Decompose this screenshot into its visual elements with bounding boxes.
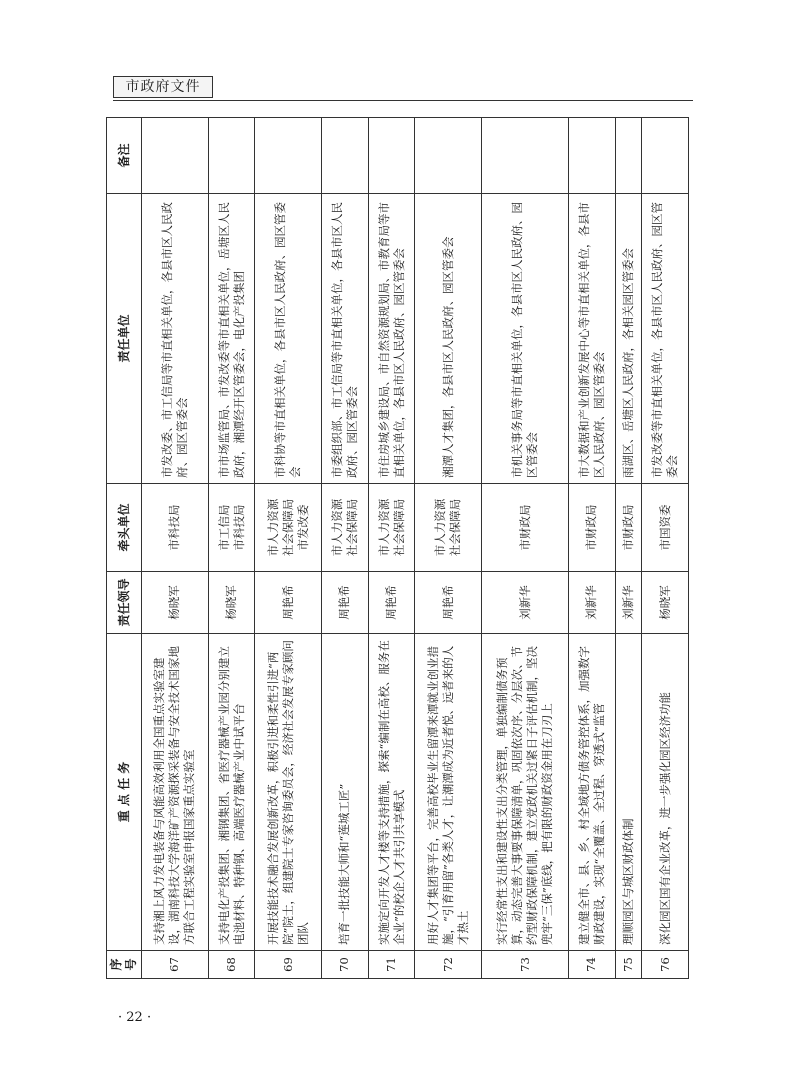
table-row: [615, 118, 642, 979]
table-row: [368, 118, 415, 979]
task-table: [106, 117, 689, 979]
row-leader: 刘新华: [615, 572, 642, 634]
row-number: 71: [368, 951, 415, 979]
row-task: 培育一批技能大师和“莲城工匠”: [322, 634, 369, 951]
row-number: 68: [208, 951, 255, 979]
table-row: [568, 118, 615, 979]
row-number: 72: [415, 951, 482, 979]
table-row: [642, 118, 689, 979]
row-leader: 杨晓军: [142, 572, 209, 634]
column-header-note: 备注: [107, 118, 142, 194]
row-units: 市科协等市直相关单位，各县市区人民政府、园区管委会: [255, 194, 322, 484]
table-row: [208, 118, 255, 979]
row-units: 市住房城乡建设局、市自然资源规划局、市教育局等市直相关单位，各县市区人民政府、园区管委会: [368, 194, 415, 484]
row-note: [615, 118, 642, 194]
row-units: 湘潭人才集团，各县市区人民政府、园区管委会: [415, 194, 482, 484]
column-header-no: 序号: [107, 951, 142, 979]
row-note: [642, 118, 689, 194]
row-task: 实行经常性支出和建设性支出分类管理，单独编制债务预算，动态完善大事要事保障清单，巩固依次序、分层次、节约型财政保障机制，建立党政机关过紧日子评估机制，坚决兜牢“三保”底线，把有限的财政资金用在刀刃上: [482, 634, 569, 951]
row-units: 市大数据和产业创新发展中心等市直相关单位，各县市区人民政府、园区管委会: [568, 194, 615, 484]
row-units: 市机关事务局等市直相关单位，各县市区人民政府、园区管委会: [482, 194, 569, 484]
row-lead-unit: 市科技局: [142, 484, 209, 572]
row-number: 75: [615, 951, 642, 979]
column-header-units: 责任单位: [107, 194, 142, 484]
row-number: 69: [255, 951, 322, 979]
table-row: [482, 118, 569, 979]
row-note: [255, 118, 322, 194]
row-number: 70: [322, 951, 369, 979]
row-lead-unit: 市人力资源 社会保障局: [368, 484, 415, 572]
row-note: [415, 118, 482, 194]
row-note: [142, 118, 209, 194]
table-row: [322, 118, 369, 979]
row-lead-unit: 市财政局: [482, 484, 569, 572]
row-task: 支持电化产投集团、湘钢集团、省医疗器械产业园分别建立电池材料、特种钢、高端医疗器械产业中试平台: [208, 634, 255, 951]
table-header-row: [107, 118, 142, 979]
row-leader: 周艳希: [322, 572, 369, 634]
row-number: 67: [142, 951, 209, 979]
row-lead-unit: 市人力资源 社会保障局: [415, 484, 482, 572]
task-table-rotated: [106, 118, 689, 979]
header-divider: [113, 100, 693, 101]
row-units: 市市场监管局、市发改委等市直相关单位，岳塘区人民政府，湘潭经开区管委会，电化产投集团: [208, 194, 255, 484]
row-leader: 刘新华: [482, 572, 569, 634]
row-note: [368, 118, 415, 194]
row-task: 开展技能技术融合发展创新改革，积极引进和柔性引进“两院”院士，组建院士专家咨询委员会，经济社会发展专家顾问团队: [255, 634, 322, 951]
table-row: [255, 118, 322, 979]
row-task: 建立健全市、县、乡、村全域地方债务管控体系，加强数字财政建设，实现“全覆盖、全过程、穿透式”监管: [568, 634, 615, 951]
row-task: 支持湘上风力发电装备与风能高效利用全国重点实验室建设，湖南科技大学海洋矿产资源探采装备与安全技术国家地方联合工程实验室申报国家重点实验室: [142, 634, 209, 951]
row-units: 市发改委等市直相关单位，各县市区人民政府、园区管委会: [642, 194, 689, 484]
row-number: 74: [568, 951, 615, 979]
row-lead-unit: 市财政局: [568, 484, 615, 572]
row-leader: 周艳希: [255, 572, 322, 634]
table-row: [142, 118, 209, 979]
column-header-task: 重 点 任 务: [107, 634, 142, 951]
table-row: [415, 118, 482, 979]
row-task: 深化园区国有企业改革，进一步强化园区经济功能: [642, 634, 689, 951]
row-note: [482, 118, 569, 194]
row-number: 76: [642, 951, 689, 979]
row-lead-unit: 市人力资源 社会保障局 市发改委: [255, 484, 322, 572]
column-header-leader: 责任领导: [107, 572, 142, 634]
row-note: [322, 118, 369, 194]
row-units: 市委组织部、市工信局等市直相关单位，各县市区人民政府、园区管委会: [322, 194, 369, 484]
row-leader: 周艳希: [368, 572, 415, 634]
row-task: 实施定向开发人才楼等支持措施，探索“编制在高校、服务在企业”的校企人才共引共享模式: [368, 634, 415, 951]
row-number: 73: [482, 951, 569, 979]
row-leader: 杨晓军: [642, 572, 689, 634]
document-category-label: 市政府文件: [113, 76, 213, 98]
row-task: 理顺园区与城区财政体制: [615, 634, 642, 951]
row-lead-unit: 市财政局: [615, 484, 642, 572]
row-lead-unit: 市国资委: [642, 484, 689, 572]
column-header-lead-unit: 牵头单位: [107, 484, 142, 572]
row-note: [208, 118, 255, 194]
row-lead-unit: 市人力资源 社会保障局: [322, 484, 369, 572]
row-task: 用好人才集团等平台，完善高校毕业生留潭来潭就业创业措施，“引育用留”各类人才，让潮潭成为近者悦、远者来的人才热土: [415, 634, 482, 951]
row-leader: 杨晓军: [208, 572, 255, 634]
row-lead-unit: 市工信局 市科技局: [208, 484, 255, 572]
row-note: [568, 118, 615, 194]
row-units: 市发改委、市工信局等市直相关单位，各县市区人民政府、园区管委会: [142, 194, 209, 484]
row-leader: 刘新华: [568, 572, 615, 634]
page-number: · 22 ·: [118, 1010, 152, 1025]
row-leader: 周艳希: [415, 572, 482, 634]
row-units: 雨湖区、岳塘区人民政府，各相关园区管委会: [615, 194, 642, 484]
